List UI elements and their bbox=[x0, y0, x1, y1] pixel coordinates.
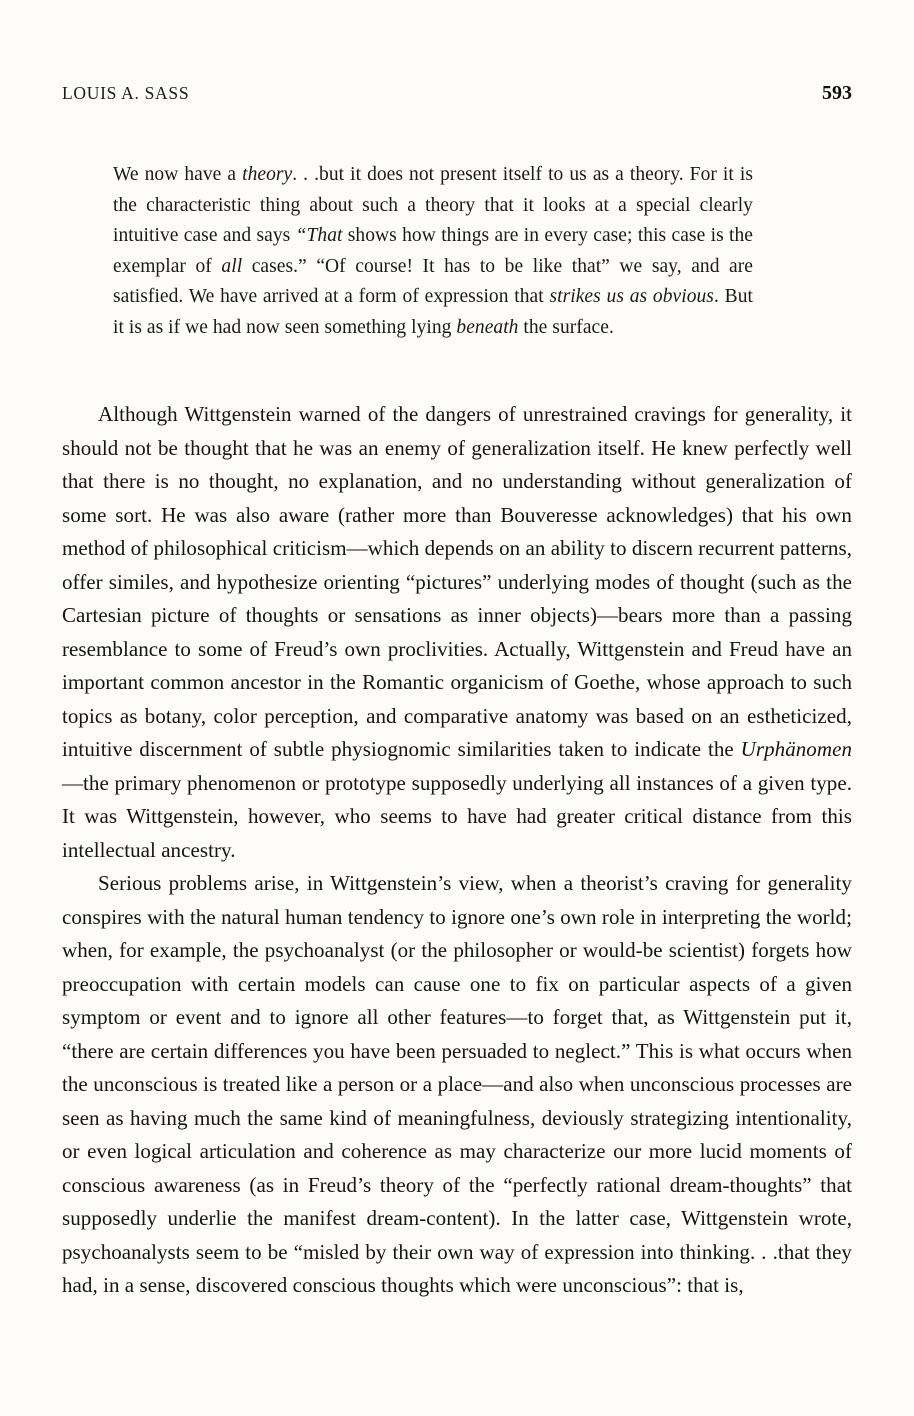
block-quote-segment-8: . But it is as if we had now seen something lying bbox=[113, 286, 753, 338]
page-number: 593 bbox=[822, 82, 852, 104]
block-quote-segment-1: theory bbox=[242, 164, 293, 185]
running-head-author: LOUIS A. SASS bbox=[62, 83, 190, 103]
block-quote-segment-5: all bbox=[221, 255, 243, 277]
paragraph-generality bbox=[62, 398, 852, 867]
paragraph-1-part-1: Although Wittgenstein warned of the dangers of unrestrained cravings for generality, it should not be thought that he was an enemy of generalization itself. He knew perfectly well that there is no thought, no explanation, and no understanding without generalization of some sort. He was also aware (rather more than Bouveresse acknowledges) that his own method of philosophical criticism—which depends on an ability to discern recurrent patterns, offer similes, and hypothesize orienting “pictures” underlying modes of thought (such as the Cartesian picture of thoughts or sensations as inner objects)—bears more than a passing resemblance to some of Freud’s own proclivities. Actually, Wittgenstein and Freud have an important common ancestor in the Romantic organicism of Goethe, whose approach to such topics as botany, color perception, and comparative anatomy was based on an estheticized, intuitive discernment of subtle physiognomic similarities taken to indicate the bbox=[62, 402, 852, 761]
block-quote-segment-3: “That bbox=[295, 225, 343, 247]
term-urphanomen: Urphänomen bbox=[740, 737, 852, 761]
block-quote bbox=[113, 160, 753, 344]
paragraph-serious-problems: Serious problems arise, in Wittgenstein’s view, when a theorist’s craving for generality conspires with the natural human tendency to ignore one’s own role in interpreting the world; when, for example, the psychoanalyst (or the philosopher or would-be scientist) forgets how preoccupation with certain models can cause one to fix on particular aspects of a given symptom or event and to ignore all other features—to forget that, as Wittgenstein put it, “there are certain differences you have been persuaded to neglect.” This is what occurs when the unconscious is treated like a person or a place—and also when unconscious processes are seen as having much the same kind of meaningfulness, deviously strategizing intentionality, or even logical articulation and coherence as may characterize our more lucid moments of conscious awareness (as in Freud’s theory of the “perfectly rational dream-thoughts” that supposedly underlie the manifest dream-content). In the latter case, Wittgenstein wrote, psychoanalysts seem to be “misled by their own way of expression into thinking. . .that they had, in a sense, discovered conscious thoughts which were unconscious”: that is, bbox=[62, 871, 852, 1297]
block-quote-segment-2: . . .but it does not present itself to us as a theory. For it is the characteristic thing about such a theory that it looks at a special clearly intuitive case and says bbox=[113, 164, 753, 247]
block-quote-segment-10: the surface. bbox=[518, 316, 614, 338]
block-quote-segment-9: beneath bbox=[456, 316, 519, 338]
block-quote-text bbox=[113, 164, 753, 338]
block-quote-segment-4: shows how things are in every case; this case is the exemplar of bbox=[113, 225, 754, 277]
block-quote-segment-6: cases.” “Of course! It has to be like that” we say, and are satisfied. We have arrived at a form of expression that bbox=[113, 255, 754, 308]
block-quote-segment-0: We now have a bbox=[113, 164, 243, 185]
body-text bbox=[62, 398, 852, 1303]
block-quote-segment-7: strikes us as obvious bbox=[549, 286, 714, 308]
running-head bbox=[62, 82, 852, 105]
paragraph-1-part-2: —the primary phenomenon or prototype supposedly underlying all instances of a given type. It was Wittgenstein, however, who seems to have had greater critical distance from this intellectual ancestry. bbox=[62, 770, 852, 862]
